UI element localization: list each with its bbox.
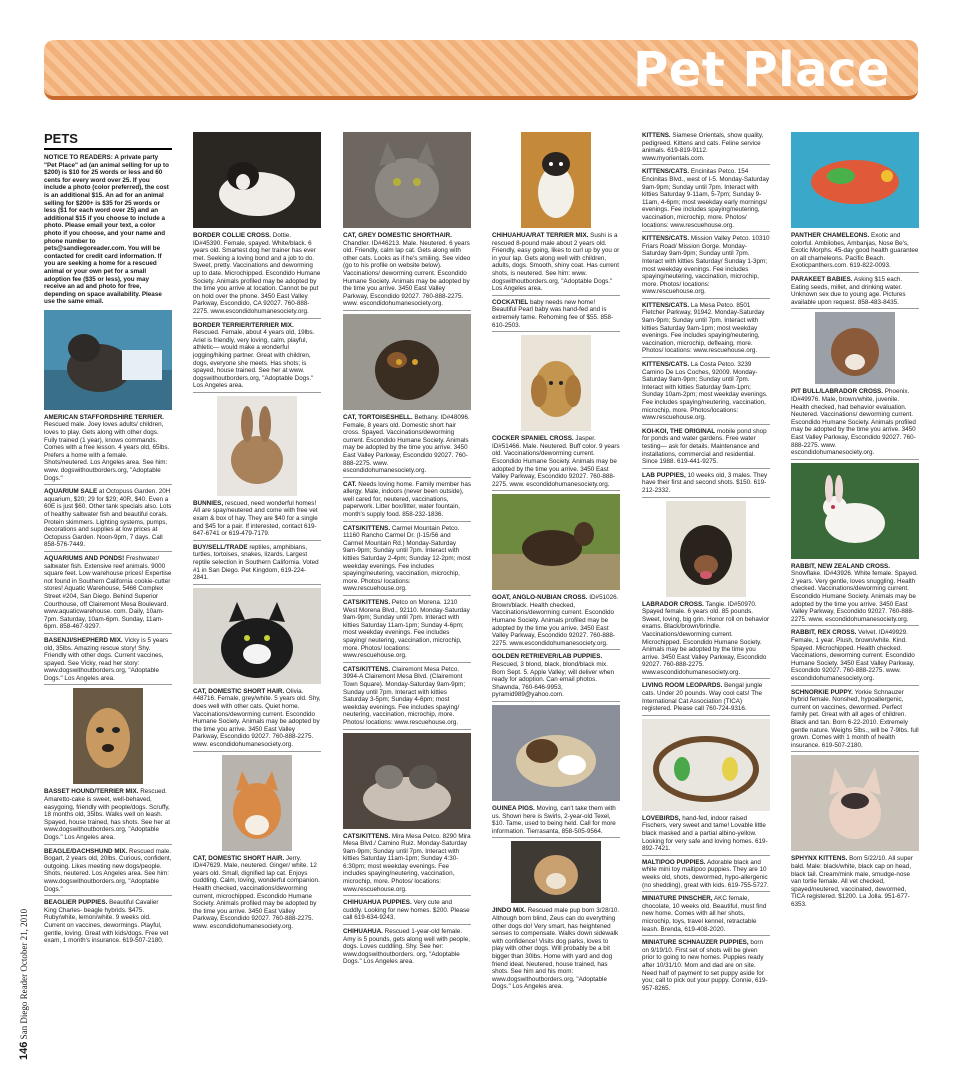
list-item: KITTENS/CATS. Mission Valley Petco. 10310 Friars Road/ Mission Gorge. Monday-Saturday 9am-9pm; Sunday until 7pm. Interact with kitties Saturday/ Sunday 1-3pm; most weekday evenings. Fee includes spaying/neutering, vaccination, microchip, more. Photos/ locations: www.rescuehouse.org. — [642, 235, 770, 299]
list-item: GOAT, ANGLO-NUBIAN CROSS. ID#51026. Brown/black. Health checked, Vaccinations/deworming current. Escondido Humane Society. Animals profiled may be adopted by the time you arrive. 3450 East Valley Parkway, Escondido 92027. 760-888-2275. www.escondidohumanesociety.org. — [492, 594, 620, 650]
labrador-cross-photo — [642, 501, 770, 597]
list-item: BASENJI/SHEPHERD MIX. Vicky is 5 years old, 35lbs. Amazing rescue story! Shy. Friendly with other dogs. Current vaccines, spayed. See Vicky, read her story: www.dogswithoutborders.org, "Adoptable Dogs." Los Angeles area. — [44, 637, 172, 686]
column-3 — [343, 132, 471, 1062]
list-item: COCKER SPANIEL CROSS. Jasper. ID#51466. Male. Neutered. Buff color. 9 years old. Vaccinations/deworming current. Escondido Humane Society. Animals may be adopted by the time you arrive. 3450 East Valley Parkway, Escondido 92027. 760-888-2275. www. escondidohumanesociety.org. — [492, 435, 620, 491]
list-item: MALTIPOO PUPPIES. Adorable black and white mini toy maltipoo puppies. They are 10 weeks old, shots, dewormed, hypo-allergenic (no shedding), great with kids. 619-755-5727. — [642, 859, 770, 892]
page-number: 146 — [18, 1041, 30, 1060]
list-item: KOI-KOI, THE ORIGINAL mobile pond shop for ponds and water gardens. Free water testing— ask for details. Maintenance and installations, commercial and residential. Since 1988. 619-441-9275. — [642, 428, 770, 469]
list-item: GUINEA PIGS. Moving, can't take them with us. Shown here is Swirls, 2-year-old Texel, $10. Tame, used to being held. Call for more information. Tierrasanta, 858-505-9564. — [492, 805, 620, 838]
list-item: BEAGLE/DACHSHUND MIX. Rescued male. Bogart, 2 years old, 20lbs. Curious, confident, outgoing. Likes meeting new dogs/people. Shots, neutered. Los Angeles area. See him: www.dogswithoutborders.org, "Adoptable Dogs." — [44, 848, 172, 897]
list-item: BUNNIES, rescued, need wonderful homes! All are spay/neutered and come with free vet exam & box of hay. They are $40 for a single and $45 for a pair. If interested, contact 619-647-6741 or 619-479-7179. — [193, 500, 321, 541]
list-item: GOLDEN RETRIEVER/LAB PUPPIES. Rescued, 3 blond, black, blond/black mix. Born Sept. 5. Apple Valley; will deliver when ready for adoption. Can email photos. Shawnda, 760-646-9953, pyramid989@yahoo.com. — [492, 653, 620, 702]
list-item: CATS/KITTENS. Mira Mesa Petco. 8290 Mira Mesa Blvd./ Camino Ruiz. Monday-Saturday 9am-9pm; Sunday until 7pm. Interact with kitties Saturday 11am-1pm; Sunday 4:30-6:30pm; most weekday evenings. Fee includes spaying/neutering, vaccination, microchip, more. Photos/ locations: www.rescuehouse.org. — [343, 833, 471, 897]
list-item: CATS/KITTENS. Clairemont Mesa Petco. 3994-A Clairemont Mesa Blvd. (Clairemont Town Square). Monday-Saturday 9am-9pm; Sunday until 7pm. Interact with kitties Saturday 3-5pm; Sunday 4-6pm; most weekday evenings. Fee includes spaying/ neutering, vaccination, microchip, more. Photos/ locations: www.rescuehouse.org. — [343, 666, 471, 730]
jindo-mix-photo — [492, 841, 620, 903]
list-item: KITTENS/CATS. Encinitas Petco. 154 Encinitas Blvd., west of I-5. Monday-Saturday 9am-9pm; Sunday until 7pm. Interact with kitties Saturday 9-11am, 5-7pm; Sunday 9-11am, 4-6pm; most weekday early mornings/ evenings. Fee includes spaying/neutering, vaccination, microchip, more. Photos/ locations: www.rescuehouse.org. — [642, 168, 770, 232]
chihuahua-rat-terrier-photo — [492, 132, 620, 228]
list-item: PARAKEET BABIES. Asking $15 each. Eating seeds, millet, and drinking water. Unknown sex due to young age. Pictures available upon request. 858-483-8435. — [791, 276, 919, 309]
list-item: JINDO MIX. Rescued male pup born 3/28/10. Although born blind, Zeus can do everything other dogs do! Very smart, has heightened senses to compensate. Walks down sidewalk with confidence! Visits dog parks, loves to play with other dogs. Will probably be a bit bigger than 30lbs. Home with yard and dog friend ideal. Neutered, house trained, has shots. See him and his mom: www.dogswithoutborders.org, "Adoptable Dogs." Los Angeles area. — [492, 907, 620, 991]
guinea-pig-photo — [492, 705, 620, 801]
ginger-cat-photo — [193, 755, 321, 851]
list-item: AMERICAN STAFFORDSHIRE TERRIER. Rescued male. Joey loves adults/ children, loves to play. Gets along with other dogs. Fully trained (1 year), knows commands. Comes with a free lesson. 4 years old, 65lbs. Prefers a home with a female. Shots/neutered. Los Angeles area. See him: www. dogswithoutborders.org, "Adoptable Dogs." — [44, 414, 172, 485]
publication-line: San Diego Reader October 21, 2010 — [19, 908, 29, 1040]
kittens-photo — [343, 733, 471, 829]
cocker-spaniel-photo — [492, 335, 620, 431]
list-item: LIVING ROOM LEOPARDS. Bengal jungle cats. Under 20 pounds. Way cool cats! The International Cat Association (TICA) registered. Please call 760-724-9316. — [642, 682, 770, 715]
list-item: CAT. Needs loving home. Family member has allergy. Male, indoors (never been outside), well cared for, neutered, vaccinations, paperwork. Litter box/litter, water fountain, month's supply food. 858-232-1836. — [343, 481, 471, 522]
list-item: KITTENS. Siamese Orientals, show quality, pedigreed. Kittens and cats. Feline service animals. 619-819-9112. www.myorientals.com. — [642, 132, 770, 165]
list-item: AQUARIUM SALE at Octopuss Garden. 20H aquarium, $20; 29 for $29; 40R, $40. Even a 60E is just $60. Other tank specials also. Lots of healthy saltwater fish and beautiful corals. Protein skimmers. Lighting systems, pumps, decorations and supplies at low prices at Octopuss Garden. Noon-9pm, 7 days. Call 858-576-7449. — [44, 488, 172, 552]
list-item: CAT, GREY DOMESTIC SHORTHAIR. Chandler. ID#46213. Male. Neutered. 6 years old. Friendly, calm lap cat. Gets along with other cats. Looks as if he's smiling. See video (go to his profile on website below). Vaccinations/ deworming current. Escondido Humane Society. Animals may be adopted by the time you arrive. 3450 East Valley Parkway, Escondido 92027. 760-888-2275. www. escondidohumanesociety.org. — [343, 232, 471, 311]
page-footer — [18, 909, 30, 1060]
list-item: PANTHER CHAMELEONS. Exotic and colorful. Ambilobes, Ambanjas, Nose Be's, Exotic Morphs. 45-day good health guarantee on all chameleons. Pacific Beach. Exoticpanthers.com. 619-822-0093. — [791, 232, 919, 273]
list-item: BORDER COLLIE CROSS. Dottie. ID#45390. Female, spayed. White/black. 6 years old. Smartest dog her trainer has ever met. Seeking a loving bond and a job to do. Sweet, pretty. Vaccinations and deworming up to date. Microchipped. Escondido Humane Society. Animals profiled may be adopted by the time you arrive at location. Cannot be put on hold over the phone. 3450 East Valley Parkway, Escondido, CA 92027. 760-888-2275. www.escondidohumanesociety.org. — [193, 232, 321, 319]
list-item: CAT, TORTOISESHELL. Bethany. ID#48096. Female, 8 years old. Domestic short hair cross. Spayed. Vaccinations/deworming current. Escondido Humane Society. Animals may be adopted by the time you arrive. 3450 East Valley Parkway, Escondido 92027. 760-888-2275. www. escondidohumanesociety.org. — [343, 414, 471, 478]
tortoiseshell-cat-photo — [343, 314, 471, 410]
list-item: LABRADOR CROSS. Tangie. ID#50970. Spayed female. 6 years old. 85 pounds. Sweet, loving, big grin. Honor roll on behavior exams. Black/brown/brindle. Vaccinations/deworming current. Microchipped. Escondido Humane Society. Animals may be adopted by the time you arrive. 3450 East Valley Parkway, Escondido 92027. 760-888-2275. www.escondidohumanesociety.org. — [642, 601, 770, 680]
list-item: BASSET HOUND/TERRIER MIX. Rescued. Amaretto-cake is sweet, well-behaved, easygoing, friendly with people/dogs. Scruffy, 18 months old, 35lbs. Walks well on leash. Spayed, house trained, has shots. See her at www.dogswithoutborders.org, "Adoptable Dogs." Los Angeles area. — [44, 788, 172, 844]
list-item: LOVEBIRDS, hand-fed, indoor raised Fischers, very sweet and tame! Lovable little black masked and a partial albino-yellow. Looking for very safe and loving homes. 619-892-7421. — [642, 815, 770, 856]
section-heading: PETS — [44, 132, 172, 150]
pit-bull-photo — [791, 312, 919, 384]
goat-photo — [492, 494, 620, 590]
list-item: CHIHUAHUA PUPPIES. Very cute and cuddly. Looking for new homes. $200. Please call 619-634-9243. — [343, 899, 471, 925]
list-item: CAT, DOMESTIC SHORT HAIR. Olivia. #48716. Female, grey/white. 5 years old. Shy, does well with other cats. Quiet home. Vaccinations/deworming current. Escondido Humane Society. Animals may be adopted by the time you arrive. 3450 East Valley Parkway, Escondido 92027. 760-888-2275. www. escondidohumanesociety.org. — [193, 688, 321, 752]
page-banner — [44, 40, 918, 100]
list-item: COCKATIEL baby needs new home! Beautiful Pearl baby was hand-fed and is extremely tame. Rehoming fee of $55. 858-610-2503. — [492, 299, 620, 332]
list-item: CATS/KITTENS. Petco on Morena. 1210 West Morena Blvd., 92110. Monday-Saturday 9am-9pm; Sunday until 7pm. Interact with kitties Saturday 11am-1pm; Sunday 4-6pm; most weekday evenings. Fee includes spaying/ neutering, vaccination, microchip, more. Photos/ locations: www.rescuehouse.org. — [343, 599, 471, 663]
list-item: RABBIT, NEW ZEALAND CROSS. Snowflake. ID#43926. White female. Spayed. 2 years. Very gentle, loves snuggling. Health checked. Vaccinations/deworming current. Escondido Humane Society. Animals may be adopted by the time you arrive. 3450 East Valley Parkway, Escondido 92027. 760-888-2275. www. escondidohumanesociety.org. — [791, 563, 919, 627]
banner-title: Pet Place — [633, 42, 890, 98]
grey-cat-photo — [343, 132, 471, 228]
list-item: MINIATURE SCHNAUZER PUPPIES, born on 9/19/10. First set of shots will be given prior to going to new homes. Puppies ready after 10/31/10. Mom and dad are on site. Need half of payment to set puppy aside for you; call to pick out your puppy. Connie, 619-957-8265. — [642, 939, 768, 992]
notice-to-readers: NOTICE TO READERS: A private party "Pet Place" ad (an animal selling for up to $200) is $10 for 25 words or less and 60 cents for every word over 25. If you include a photo (color preferred), the cost is an additional $15. An ad for an animal selling for $200+ is $35 for 25 words or less ($1 for each word over 25) and an additional $15 if you choose to include a photo. Please email your text, a color photo if you choose, and your name and phone number to pets@sandiegoreader.com. You will be contacted for credit card information. If you are seeking a home for a rescued animal or your own pet for a small adoption fee ($35 or less), you may receive an ad and photo for free, depending on space availability. Please use the same email. — [44, 154, 169, 306]
list-item: CHIHUAHUA/RAT TERRIER MIX. Sushi is a rescued 8-pound male about 2 years old. Friendly, easy going, likes to curl up by you or in your lap. Gets along well with children, adults, dogs. Smooth, shiny coat. Has current shots, is neutered. See him: www. dogswithoutborders.org, "Adoptable Dogs." Los Angeles area. — [492, 232, 620, 296]
basset-mix-photo — [44, 688, 172, 784]
list-item: MINIATURE PINSCHER, AKC female, chocolate, 10 weeks old. Beautiful, must find new home. Comes with all her shots, microchip, toys, travel kennel, retractable leash. Brenda, 619-408-2020. — [642, 895, 770, 936]
border-collie-photo — [193, 132, 321, 228]
list-item: CHIHUAHUA. Rescued 1-year-old female. Amy is 5 pounds, gets along well with people, dogs. Loves cuddling. Shy. See her: www.dogswithoutborders. org, "Adoptable Dogs." Los Angeles area. — [343, 928, 471, 966]
list-item: BORDER TERRIER/TERRIER MIX. Rescued. Female, about 4 years old, 19lbs. Ariel is friendly, very loving, calm, playful, athletic— would make a wonderful jogging/hiking partner. Great with children, dogs, everyone she meets. Has shots; is spayed, house trained. See her at www. dogswithoutborders.org, "Adoptable Dogs." Los Angeles area. — [193, 322, 321, 393]
black-white-cat-photo — [193, 588, 321, 684]
list-item: CAT, DOMESTIC SHORT HAIR. Jerry. ID#47629. Male, neutered. Ginger/ white. 12 years old. Small, dignified lap cat. Enjoys cuddling. Calm, loving, wonderful companion. Health checked, vaccinations/deworming current, microchipped. Escondido Humane Society. Animals profiled may be adopted by the time you arrive. 3450 East Valley Parkway, Escondido 92027. 760-888-2275. www. escondidohumanesociety.org. — [193, 854, 320, 930]
list-item: SPHYNX KITTENS. Born 5/22/10. All super bald. Male: black/white, black cap on head, black tail. Cream/mink male, smudge-nose van tortie female. All vet checked, spayed/neutered, vaccinated, dewormed, TICA registered. $1200. La Jolla. 951-677-6353. — [791, 855, 913, 908]
column-5 — [642, 132, 770, 1062]
list-item: KITTENS/CATS. La Costa Petco. 3239 Camino De Los Coches, 92009. Monday-Saturday 9am-9pm; Sunday until 7pm. Interact with kitties Saturday 9am-1pm; Sunday 10am-2pm; most weekday evenings. Fee includes spaying/neutering, vaccination, microchip, more. Photos/locations: www.rescuehouse.org. — [642, 361, 770, 425]
column-6 — [791, 132, 919, 1062]
list-item: CATS/KITTENS. Carmel Mountain Petco. 11160 Rancho Carmel Dr. (I-15/56 and Carmel Mountain Rd.) Monday-Saturday 9am-9pm; Sunday until 7pm. Interact with kitties Saturday 2-4pm; Sunday 12-2pm; most weekday evenings. Fee includes spaying/neutering, vaccination, microchip, more. Photos/ locations: www.rescuehouse.org. — [343, 525, 471, 596]
chameleon-photo — [791, 132, 919, 228]
column-4 — [492, 132, 620, 1062]
column-2 — [193, 132, 321, 1062]
lovebirds-photo — [642, 719, 770, 811]
list-item: AQUARIUMS AND PONDS! Freshwater/ saltwater fish. Extensive reef animals. 9000 square feet. Low warehouse prices! Expertise not found in Southern California cookie-cutter stores! Aquatic Warehouse, 5466 Complex Street #204, San Diego. Behind Superior Courthouse, off Clairemont Mesa Boulevard. www.aquaticwarehouse. com. Daily, 10am-7pm. Saturday, 10am-6pm. Sunday, 11am-6pm. 858-467-9297. — [44, 555, 172, 634]
list-item: BEAGLIER PUPPIES. Beautiful Cavalier King Charles- beagle hybrids. $475. Ruby/white, lemon/white. 9 weeks old. Current on vaccines, dewormings. Playful, gentle, loving. Great with kids/dogs. Free vet exam, 1 month's insurance. 619-507-2180. — [44, 899, 169, 945]
list-item: LAB PUPPIES, 10 weeks old, 3 males. They have their first and second shots. $150. 619-212-2332. — [642, 472, 770, 498]
list-item: KITTENS/CATS. La Mesa Petco. 8501 Fletcher Parkway, 91942. Monday-Saturday 9am-9pm; Sunday until 7pm. Interact with kitties Saturday 9am-1pm; most weekday evenings. Fee includes spaying/neutering, vaccination, microchip, defleaing, more. Photos/ locations: www.rescuehouse.org. — [642, 302, 770, 358]
column-1 — [44, 132, 172, 1062]
rabbit-photo — [791, 463, 919, 559]
sphynx-kitten-photo — [791, 755, 919, 851]
list-item: PIT BULL/LABRADOR CROSS. Phoenix. ID#49976. Male, brown/white, juvenile. Health checked, had behavior evaluation. Neutered. Vaccinations/ deworming current. Escondido Humane Society. Animals profiled may be adopted by the time you arrive. 3450 East Valley Parkway, Escondido 92027. 760-888-2275. www. escondidohumanesociety.org. — [791, 388, 919, 459]
bunnies-photo — [193, 396, 321, 496]
list-item: SCHNORKIE PUPPY. Yorkie Schnauzer hybrid female. Nonshed, hypoallergenic, current on vaccines, dewormed. Perfect family pet. Great with all ages of children. Black and tan. Born 6-22-2010. Extremely gentle nature. Weighs 5lbs., will be 7-9lbs. full grown. Comes with 1 month of health insurance. 619-507-2180. — [791, 689, 919, 753]
staffordshire-photo — [44, 310, 172, 410]
list-item: BUY/SELL/TRADE reptiles, amphibians, turtles, tortoises, snakes, lizards. Largest reptile selection in Southern California. Voted #1 in San Diego. Pet Kingdom, 619-224-2841. — [193, 544, 321, 585]
list-item: RABBIT, REX CROSS. Velvet. ID#49929. Female, 1 year. Plush, brown/white. Kind. Spayed. Microchipped. Health checked. Vaccinations, deworming current. Escondido Humane Society. 3450 East Valley Parkway, Escondido 92027. 760-888-2275. www. escondidohumanesociety.org. — [791, 629, 919, 685]
